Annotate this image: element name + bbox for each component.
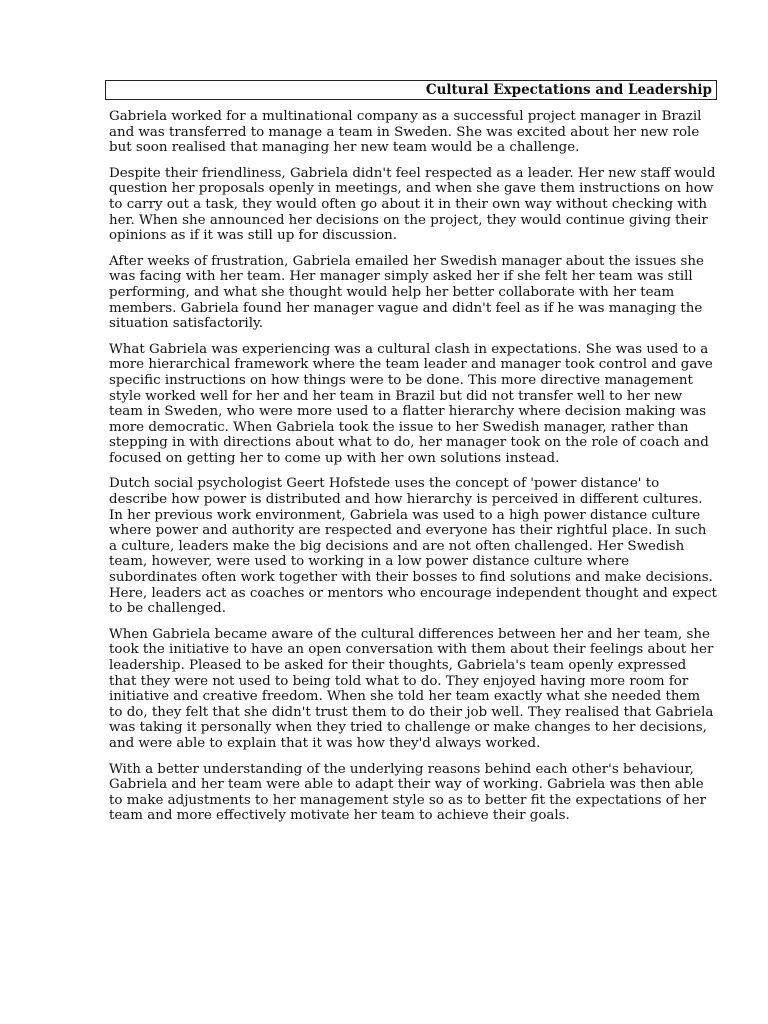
paragraph-6: When Gabriela became aware of the cultural differences between her and her team, she took the initiative to have an open conversation with them about their feelings about her leadership. Pleased to be asked for their thoughts, Gabriela's team openly expressed that they were not used to being told what to do. They enjoyed having more room for initiative and creative freedom. When she told her team exactly what she needed them to do, they felt that she didn't trust them to do their job well. They realised that Gabriela was taking it personally when they tried to challenge or make changes to her decisions, and were able to explain that it was how they'd always worked. [109,626,714,751]
document-title: Cultural Expectations and Leadership [105,80,717,100]
paragraph-3: After weeks of frustration, Gabriela emailed her Swedish manager about the issues she was facing with her team. Her manager simply asked her if she felt her team was still performing, and what she thought would help her better collaborate with her team members. Gabriela found her manager vague and didn't feel as if he was managing the situation satisfactorily. [109,253,704,332]
paragraph-5: Dutch social psychologist Geert Hofstede uses the concept of 'power distance' to describe how power is distributed and how hierarchy is perceived in different cultures. In her previous work environment, Gabriela was used to a high power distance culture where power and authority are respected and everyone has their rightful place. In such a culture, leaders make the big decisions and are not often challenged. Her Swedish team, however, were used to working in a low power distance culture where subordinates often work together with their bosses to find solutions and make decisions. Here, leaders act as coaches or mentors who encourage independent thought and expect to be challenged. [109,476,717,617]
document-body [109,109,717,834]
paragraph-2: Despite their friendliness, Gabriela didn't feel respected as a leader. Her new staff would question her proposals openly in meetings, and when she gave them instructions on how to carry out a task, they would often go about it in their own way without checking with her. When she announced her decisions on the project, they would continue giving their opinions as if it was still up for discussion. [109,165,716,244]
paragraph-1: Gabriela worked for a multinational company as a successful project manager in Brazil and was transferred to manage a team in Sweden. She was excited about her new role but soon realised that managing her new team would be a challenge. [109,109,702,156]
paragraph-4: What Gabriela was experiencing was a cultural clash in expectations. She was used to a more hierarchical framework where the team leader and manager took control and gave specific instructions on how things were to be done. This more directive management style worked well for her and her team in Brazil but did not transfer well to her new team in Sweden, who were more used to a flatter hierarchy where decision making was more democratic. When Gabriela took the issue to her Swedish manager, rather than stepping in with directions about what to do, her manager took on the role of coach and focused on getting her to come up with her own solutions instead. [109,341,713,466]
paragraph-7: With a better understanding of the underlying reasons behind each other's behaviour, Gabriela and her team were able to adapt their way of working. Gabriela was then able to make adjustments to her management style so as to better fit the expectations of her team and more effectively motivate her team to achieve their goals. [109,761,707,824]
